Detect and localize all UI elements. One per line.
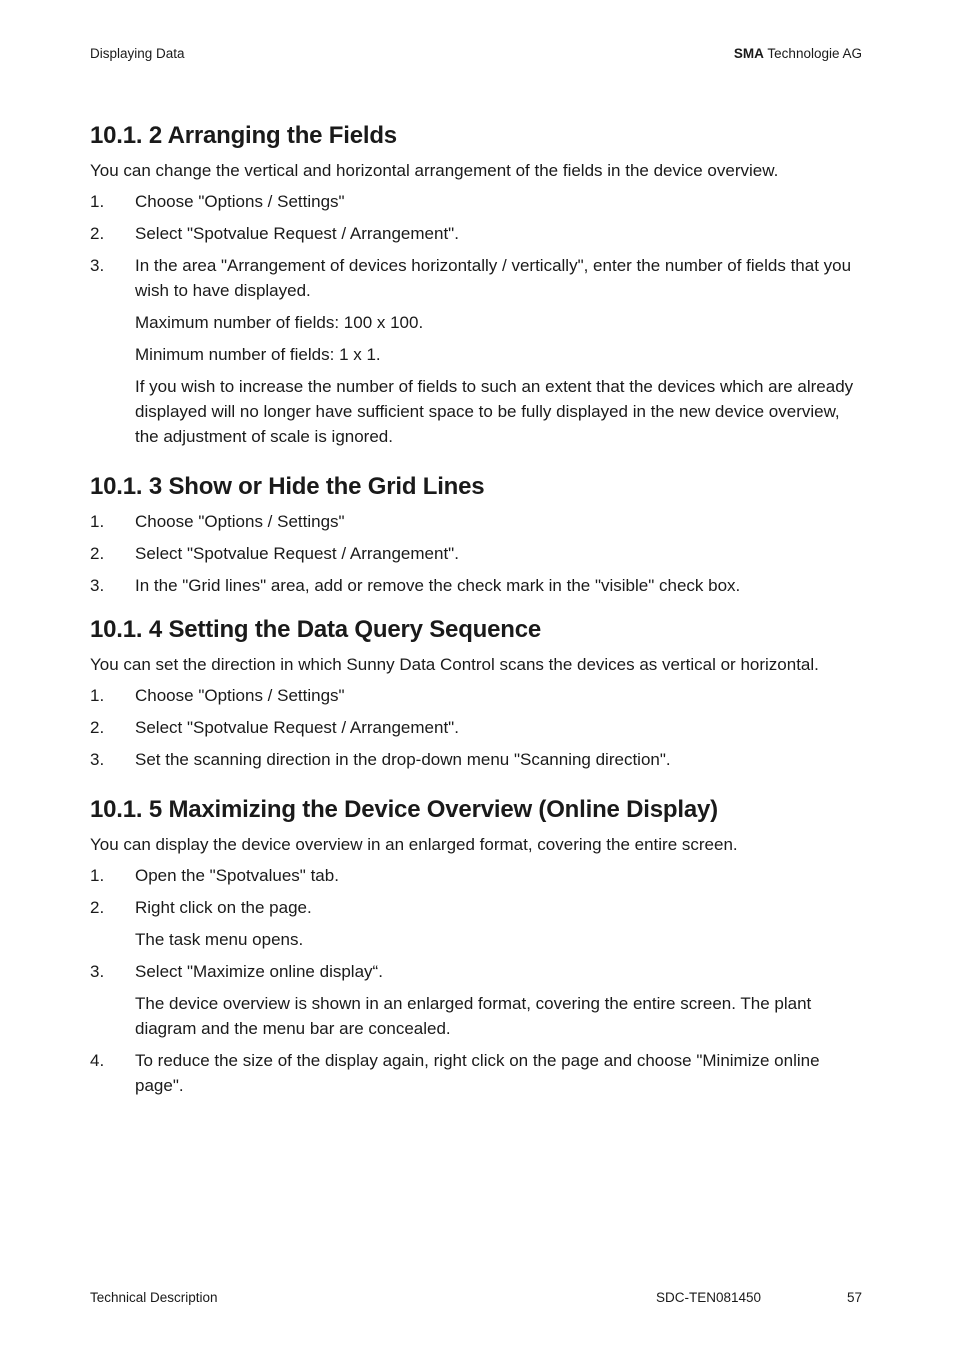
step-list <box>90 509 862 598</box>
step-number: 2. <box>90 544 105 563</box>
step-text: Choose "Options / Settings" <box>135 512 345 531</box>
step-number: 1. <box>90 686 105 705</box>
step-number: 1. <box>90 512 105 531</box>
step-item <box>90 509 862 534</box>
step-item <box>90 1048 862 1098</box>
step-note: The device overview is shown in an enlarged format, covering the entire screen. The plant diagram and the menu bar are concealed. <box>135 994 812 1038</box>
step-text: Set the scanning direction in the drop-down menu "Scanning direction". <box>135 750 671 769</box>
section-arranging-fields <box>90 118 862 449</box>
step-item <box>90 253 862 303</box>
step-item <box>90 715 862 740</box>
section-intro: You can display the device overview in an enlarged format, covering the entire screen. <box>90 835 738 854</box>
step-item <box>90 959 862 984</box>
step-list <box>90 863 862 920</box>
section-intro: You can change the vertical and horizontal arrangement of the fields in the device overview. <box>90 161 779 180</box>
header-brand <box>734 46 862 61</box>
step-item <box>90 573 862 598</box>
step-text: In the "Grid lines" area, add or remove the check mark in the "visible" check box. <box>135 576 741 595</box>
step-note: Maximum number of fields: 100 x 100. <box>135 313 424 332</box>
step-text: Select "Spotvalue Request / Arrangement". <box>135 224 459 243</box>
header-brand-rest: Technologie AG <box>763 46 862 61</box>
step-item <box>90 189 862 214</box>
step-item <box>90 683 862 708</box>
step-item <box>90 863 862 888</box>
step-text: Choose "Options / Settings" <box>135 686 345 705</box>
step-number: 2. <box>90 718 105 737</box>
step-number: 3. <box>90 962 105 981</box>
step-note: If you wish to increase the number of fields to such an extent that the devices which are already displayed will no longer have sufficient space to be fully displayed in the new device overview, the adjustment of scale is ignored. <box>135 377 854 446</box>
step-list <box>90 189 862 303</box>
step-item <box>90 541 862 566</box>
step-text: Choose "Options / Settings" <box>135 192 345 211</box>
step-list <box>90 683 862 772</box>
footer-doc-type: Technical Description <box>90 1290 218 1305</box>
step-number: 1. <box>90 192 105 211</box>
footer-doc-number: SDC-TEN081450 <box>656 1290 762 1305</box>
step-number: 2. <box>90 898 105 917</box>
step-item <box>90 221 862 246</box>
section-heading: 10.1. 3 Show or Hide the Grid Lines <box>90 473 485 500</box>
step-text: Select "Spotvalue Request / Arrangement". <box>135 544 459 563</box>
step-item <box>90 895 862 920</box>
section-maximize-overview <box>90 792 862 1098</box>
step-text: Open the "Spotvalues" tab. <box>135 866 339 885</box>
page-content <box>90 118 862 1118</box>
step-text: Select "Spotvalue Request / Arrangement". <box>135 718 459 737</box>
step-number: 3. <box>90 256 105 275</box>
section-intro: You can set the direction in which Sunny Data Control scans the devices as vertical or horizontal. <box>90 655 819 674</box>
footer-page-number: 57 <box>846 1290 862 1305</box>
step-number: 1. <box>90 866 105 885</box>
step-number: 2. <box>90 224 105 243</box>
step-text: Right click on the page. <box>135 898 312 917</box>
section-heading: 10.1. 4 Setting the Data Query Sequence <box>90 616 542 643</box>
step-note: The task menu opens. <box>135 930 304 949</box>
header-brand-bold: SMA <box>733 46 764 61</box>
section-grid-lines <box>90 469 862 598</box>
step-text: In the area "Arrangement of devices horizontally / vertically", enter the number of fields that you wish to have displayed. <box>135 256 852 300</box>
step-note: Minimum number of fields: 1 x 1. <box>135 345 381 364</box>
step-list <box>90 959 862 984</box>
step-number: 4. <box>90 1051 105 1070</box>
step-number: 3. <box>90 750 105 769</box>
step-item <box>90 747 862 772</box>
step-text: Select "Maximize online display“. <box>135 962 383 981</box>
header-section-title: Displaying Data <box>90 46 185 61</box>
section-data-query-sequence <box>90 612 862 772</box>
step-text: To reduce the size of the display again, right click on the page and choose "Minimize online page". <box>135 1051 820 1095</box>
step-number: 3. <box>90 576 105 595</box>
section-heading: 10.1. 2 Arranging the Fields <box>90 122 397 149</box>
section-heading: 10.1. 5 Maximizing the Device Overview (Online Display) <box>90 796 718 823</box>
step-list <box>90 1048 862 1098</box>
